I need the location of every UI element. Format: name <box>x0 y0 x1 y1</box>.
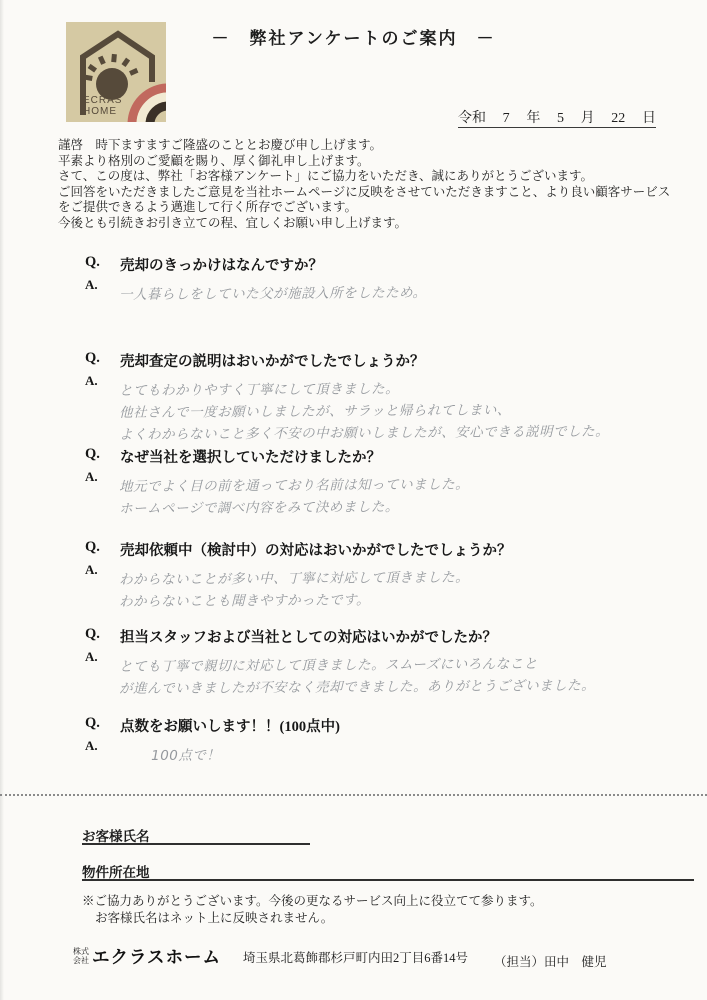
a-label: A. <box>85 738 98 753</box>
handwritten-answer: 地元でよく目の前を通っており名前は知っていました。 <box>119 476 470 495</box>
qa-block-6 <box>85 715 690 767</box>
footer-company-row <box>73 944 693 970</box>
company-prefix-bottom: 会社 <box>73 955 89 965</box>
logo-text-line1: ECRAS <box>83 95 123 106</box>
company-prefix-top: 株式 <box>73 947 89 956</box>
customer-name-label: お客様氏名 <box>82 829 150 844</box>
staff-name: （担当）田中 健児 <box>494 955 607 969</box>
a-label: A. <box>85 469 98 484</box>
handwritten-answer: 他社さんで一度お願いしましたが、サラッと帰られてしまい、 <box>119 402 511 421</box>
customer-name-field <box>82 825 310 845</box>
handwritten-answer: よくわからないこと多く不安の中お願いしましたが、安心できる説明でした。 <box>119 423 610 443</box>
question-text: 売却依頼中（検討中）の対応はおいかがでしたでしょうか？ <box>120 543 512 559</box>
date-day: 22 <box>611 111 626 126</box>
greeting-line: 平素より格別のご愛顧を賜り、厚く御礼申し上げます。 <box>58 153 370 168</box>
q-label: Q. <box>85 446 100 462</box>
greeting-line: 今後とも引続きお引き立ての程、宜しくお願い申し上げます。 <box>58 215 408 230</box>
greeting-paragraph <box>58 138 688 232</box>
document-date <box>458 106 656 128</box>
date-month: 5 <box>556 111 564 126</box>
q-label: Q. <box>85 539 100 555</box>
qa-block-2 <box>85 350 690 446</box>
a-label: A. <box>85 277 98 292</box>
question-text: 売却のきっかけはなんですか？ <box>120 258 323 274</box>
a-label: A. <box>85 649 98 664</box>
greeting-line: をご提供できるよう邁進して行く所存でございます。 <box>58 200 358 215</box>
greeting-line: ご回答をいただきましたご意見を当社ホームページに反映をさせていただきますこと、より良い顧客サービス <box>58 184 671 199</box>
date-year-unit: 年 <box>526 111 541 126</box>
date-era: 令和 <box>458 111 486 126</box>
greeting-line: 謹啓 時下ますますご隆盛のこととお慶び申し上げます。 <box>58 138 383 152</box>
handwritten-answer: 100点で！ <box>151 747 221 764</box>
handwritten-answer: 一人暮らしをしていた父が施設入所をしたため。 <box>119 284 427 303</box>
handwritten-answer: わからないことが多い中、丁寧に対応して頂きました。 <box>119 569 470 588</box>
handwritten-answer: ホームページで調べ内容をみて決めました。 <box>119 499 399 517</box>
q-label: Q. <box>85 626 100 642</box>
question-text: なぜ当社を選択していただけましたか？ <box>120 450 381 466</box>
greeting-line: さて、この度は、弊社「お客様アンケート」にご協力をいただき、誠にありがとうございます。 <box>58 169 594 184</box>
date-day-unit: 日 <box>641 111 656 126</box>
a-label: A. <box>85 373 98 388</box>
logo-text-line2: HOME <box>83 106 117 117</box>
date-year: 7 <box>502 111 510 126</box>
qa-block-5 <box>85 626 690 700</box>
handwritten-answer: が進んでいきましたが不安なく売却できました。ありがとうございました。 <box>119 677 596 697</box>
company-name: エクラスホーム <box>92 947 221 967</box>
date-month-unit: 月 <box>580 111 595 126</box>
note-line: ※ご協力ありがとうございます。今後の更なるサービス向上に役立てて参ります。 <box>82 894 543 908</box>
q-label: Q. <box>85 350 100 366</box>
footer-notes <box>82 893 543 927</box>
q-label: Q. <box>85 254 100 270</box>
handwritten-answer: とてもわかりやすく丁寧にして頂きました。 <box>119 381 400 399</box>
a-label: A. <box>85 562 98 577</box>
qa-block-3 <box>85 446 690 520</box>
question-text: 点数をお願いします！！(100点中) <box>120 719 340 735</box>
qa-block-4 <box>85 539 690 613</box>
cut-line-divider <box>0 794 707 796</box>
note-line: お客様氏名はネット上に反映されません。 <box>95 911 334 925</box>
q-label: Q. <box>85 715 100 731</box>
question-text: 売却査定の説明はおいかがでしたでしょうか？ <box>120 354 425 370</box>
company-prefix <box>73 948 89 965</box>
handwritten-answer: わからないことも聞きやすかったです。 <box>119 592 371 610</box>
handwritten-answer: とても丁寧で親切に対応して頂きました。スムーズにいろんなこと <box>119 656 538 675</box>
property-address-field <box>82 861 694 881</box>
qa-block-1 <box>85 254 690 306</box>
company-address: 埼玉県北葛飾郡杉戸町内田2丁目6番14号 <box>242 951 468 965</box>
page-title: － 弊社アンケートのご案内 － <box>211 29 496 48</box>
property-address-label: 物件所在地 <box>82 865 150 880</box>
question-text: 担当スタッフおよび当社としての対応はいかがでしたか？ <box>120 630 497 646</box>
